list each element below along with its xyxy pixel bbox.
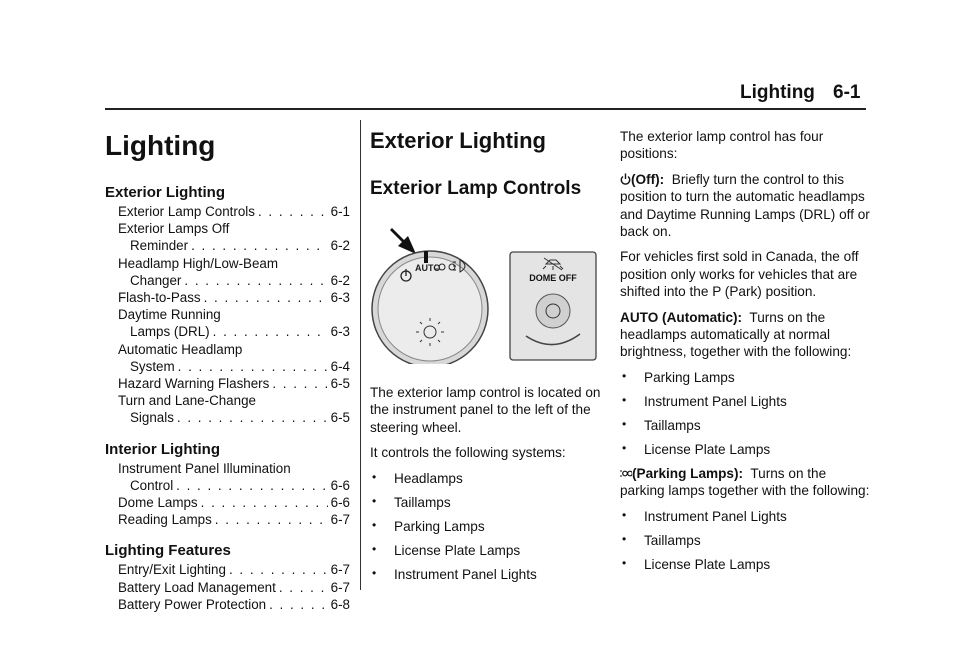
- toc-entry-title: Dome Lamps: [118, 495, 198, 511]
- parking-paragraph: [620, 465, 870, 500]
- toc-entry[interactable]: Control . . . 6-6: [105, 477, 350, 494]
- lamp-control-illustration: [370, 214, 610, 364]
- list-item: • Instrument Panel Lights: [370, 566, 610, 583]
- toc-entry-page: 6-2: [330, 272, 350, 288]
- toc-entry-page: 6-5: [330, 410, 350, 426]
- toc-entry-page: 6-4: [330, 358, 350, 374]
- pointer-arrow-icon: [390, 228, 416, 254]
- list-item: • Instrument Panel Lights: [620, 508, 870, 525]
- toc-entry-line1[interactable]: Exterior Lamps Off: [118, 221, 230, 237]
- toc-entry[interactable]: Reminder . . . 6-2: [105, 237, 350, 254]
- toc-entry-page: 6-3: [330, 290, 350, 306]
- list-item: • Taillamps: [620, 417, 870, 434]
- section-heading: Exterior Lighting: [370, 128, 546, 153]
- toc-group-title: Interior Lighting: [105, 440, 220, 458]
- toc-entry-title: Reading Lamps: [118, 512, 212, 528]
- list-item: • Taillamps: [370, 494, 610, 511]
- dome-off-label: DOME OFF: [529, 273, 577, 283]
- toc-entry[interactable]: [105, 289, 350, 306]
- toc-entry[interactable]: [105, 511, 350, 528]
- parking-list: [620, 508, 870, 573]
- toc-entry-line1[interactable]: Turn and Lane-Change: [118, 393, 256, 409]
- toc-entry[interactable]: Changer . . . 6-2: [105, 272, 350, 289]
- toc-entry-line1[interactable]: Instrument Panel Illumination: [118, 460, 291, 476]
- toc-entry-title: Hazard Warning Flashers: [118, 376, 270, 392]
- positions-intro: The exterior lamp control has four positions:: [620, 129, 824, 162]
- systems-intro: It controls the following systems:: [370, 445, 566, 461]
- systems-list: [370, 470, 610, 583]
- list-item: • License Plate Lamps: [370, 542, 610, 559]
- toc-entry-page: 6-1: [330, 204, 350, 219]
- toc-entry-page: 6-6: [330, 477, 350, 493]
- intro-paragraph: The exterior lamp control is located on the instrument panel to the left of the steering wheel.: [370, 385, 601, 435]
- toc-entry[interactable]: [105, 375, 350, 392]
- parking-text: Turns on the parking lamps together with the following:: [620, 465, 870, 499]
- toc-entry-title: Battery Power Protection: [118, 596, 267, 612]
- list-item: • License Plate Lamps: [620, 556, 870, 573]
- toc-entry[interactable]: [105, 579, 350, 596]
- list-item: • Parking Lamps: [370, 518, 610, 535]
- toc-entry-page: 6-7: [330, 512, 350, 528]
- power-off-icon: [620, 173, 631, 185]
- list-item: • Parking Lamps: [620, 369, 870, 386]
- toc-entry-page: 6-6: [330, 495, 350, 511]
- off-text: Briefly turn the control to this position to turn the automatic headlamps and Daytime Running Lamps (DRL) off or back on.: [620, 171, 870, 240]
- middle-column: [370, 118, 610, 590]
- toc-entry-title: Flash-to-Pass: [118, 290, 201, 306]
- toc-entry-title: Entry/Exit Lighting: [118, 562, 226, 578]
- toc-entry[interactable]: System . . . 6-4: [105, 358, 350, 375]
- dimmer-wheel-icon: [536, 294, 570, 328]
- toc-entry-title: Exterior Lamp Controls: [118, 204, 255, 219]
- toc-entry-page: 6-7: [330, 579, 350, 595]
- toc-entry-page: 6-3: [330, 324, 350, 340]
- lamp-control-figure: [370, 214, 610, 364]
- toc-group-title: Exterior Lighting: [105, 184, 225, 201]
- off-paragraph: [620, 171, 870, 241]
- auto-list: [620, 369, 870, 458]
- list-item: • Instrument Panel Lights: [620, 393, 870, 410]
- header-page-number: 6-1: [833, 82, 861, 103]
- chapter-title: Lighting: [105, 130, 216, 161]
- toc-entry-page: 6-5: [330, 376, 350, 392]
- auto-text: Turns on the headlamps automatically at normal brightness, together with the following:: [620, 309, 852, 360]
- auto-label: AUTO: [415, 263, 441, 273]
- toc-entry[interactable]: [105, 561, 350, 578]
- knob-indicator-icon: [424, 251, 428, 263]
- toc-entry[interactable]: [105, 203, 350, 220]
- list-item: • Headlamps: [370, 470, 610, 487]
- toc-entry-line1[interactable]: Automatic Headlamp: [118, 341, 243, 357]
- canada-paragraph: For vehicles first sold in Canada, the off position only works for vehicles that are shifted into the P (Park) position.: [620, 249, 859, 300]
- toc-entry-page: 6-7: [330, 562, 350, 578]
- auto-label: AUTO (Automatic):: [620, 309, 743, 325]
- chapter-toc: [105, 118, 350, 613]
- toc-entry[interactable]: [105, 596, 350, 613]
- header-section-title: Lighting: [740, 82, 815, 103]
- auto-paragraph: [620, 309, 870, 361]
- toc-entry[interactable]: Signals . . . 6-5: [105, 409, 350, 426]
- toc-entry[interactable]: [105, 494, 350, 511]
- toc-entry-page: 6-8: [330, 596, 350, 612]
- toc-entry-line1[interactable]: Headlamp High/Low-Beam: [118, 255, 279, 271]
- toc-group-title: Lighting Features: [105, 542, 231, 560]
- toc-entry[interactable]: Lamps (DRL) . . . 6-3: [105, 323, 350, 340]
- subsection-heading: Exterior Lamp Controls: [370, 178, 582, 199]
- off-label: (Off):: [631, 171, 665, 187]
- column-divider: [360, 120, 361, 590]
- right-column: [620, 128, 870, 580]
- toc-entry-title: Battery Load Management: [118, 579, 276, 595]
- parking-lamps-icon: [620, 468, 632, 479]
- list-item: • License Plate Lamps: [620, 441, 870, 458]
- parking-label: (Parking Lamps):: [632, 465, 744, 481]
- toc-entry-page: 6-2: [330, 238, 350, 254]
- list-item: • Taillamps: [620, 532, 870, 549]
- toc-entry-line1[interactable]: Daytime Running: [118, 307, 221, 323]
- header-rule: [105, 108, 866, 110]
